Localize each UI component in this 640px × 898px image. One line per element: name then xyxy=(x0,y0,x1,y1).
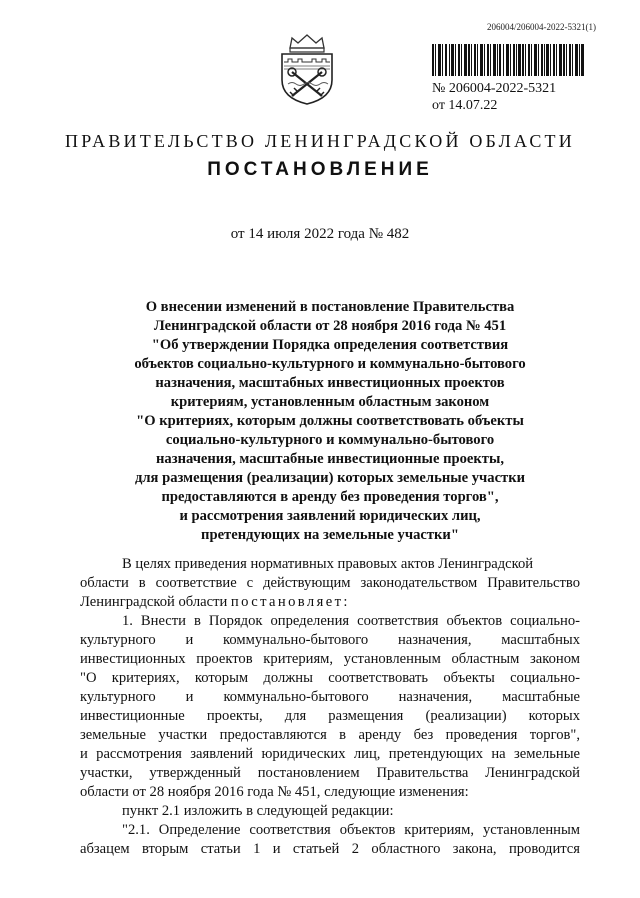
body-line: области в соответствие с действующим законодательством Правительство xyxy=(80,575,580,591)
body-text: Ленинградской области xyxy=(80,594,228,610)
heading-line: социально-культурного и коммунально-бытового xyxy=(165,432,495,448)
heading-line: критериям, установленным областным законом xyxy=(170,394,490,410)
coat-of-arms-emblem xyxy=(276,32,338,106)
registration-barcode xyxy=(432,44,584,76)
registration-number: № 206004-2022-5321 xyxy=(432,81,557,96)
body-line: и рассмотрения заявлений юридических лиц, претендующих на земельные xyxy=(80,746,580,762)
document-date-number: от 14 июля 2022 года № 482 xyxy=(230,226,410,242)
registration-corner-code: 206004/206004-2022-5321(1) xyxy=(487,22,596,32)
body-line: "О критериях, которым должны соответствовать объекты социально- xyxy=(80,670,580,686)
body-line: земельные участки предоставляются в аренду без проведения торгов", xyxy=(80,727,580,743)
heading-line: предоставляются в аренду без проведения торгов", xyxy=(161,489,499,505)
document-heading xyxy=(92,298,568,545)
heading-line: объектов социально-культурного и коммунально-бытового xyxy=(134,356,526,372)
heading-line: Ленинградской области от 28 ноября 2016 года № 451 xyxy=(153,318,507,334)
heading-line: "Об утверждении Порядка определения соответствия xyxy=(151,337,509,353)
heading-line: для размещения (реализации) которых земельные участки xyxy=(134,470,526,486)
body-line xyxy=(80,593,580,612)
government-title: ПРАВИТЕЛЬСТВО ЛЕНИНГРАДСКОЙ ОБЛАСТИ xyxy=(65,131,575,151)
heading-line: претендующих на земельные участки" xyxy=(201,527,459,543)
body-line: участки, утвержденный постановлением Правительства Ленинградской xyxy=(80,765,580,781)
body-line: инвестиционные проекты, для размещения (реализации) которых xyxy=(80,708,580,724)
body-line: культурного и коммунально-бытового назначения, масштабные xyxy=(80,689,580,705)
registration-number-block xyxy=(432,80,556,114)
body-line: пункт 2.1 изложить в следующей редакции: xyxy=(122,803,394,819)
heading-line: назначения, масштабных инвестиционных проектов xyxy=(155,375,505,391)
body-line: 1. Внести в Порядок определения соответствия объектов социально- xyxy=(122,613,580,629)
body-line: инвестиционных проектов критериям, установленным областным законом xyxy=(80,651,580,667)
heading-line: "О критериях, которым должны соответствовать объекты xyxy=(136,413,524,429)
heading-line: и рассмотрения заявлений юридических лиц, xyxy=(179,508,481,524)
body-line: абзацем вторым статьи 1 и статьей 2 областного закона, проводится xyxy=(80,841,580,857)
heading-line: назначения, масштабные инвестиционные проекты, xyxy=(156,451,504,467)
document-type: ПОСТАНОВЛЕНИЕ xyxy=(207,159,433,180)
body-line: В целях приведения нормативных правовых актов Ленинградской xyxy=(122,556,534,572)
registration-date: от 14.07.22 xyxy=(432,98,498,113)
heading-line: О внесении изменений в постановление Правительства xyxy=(145,299,515,315)
body-text-spaced: постановляет: xyxy=(230,594,350,610)
body-line: области от 28 ноября 2016 года № 451, следующие изменения: xyxy=(80,784,469,800)
document-body xyxy=(80,555,580,859)
body-line: культурного и коммунально-бытового назначения, масштабных xyxy=(80,632,580,648)
body-line: "2.1. Определение соответствия объектов критериям, установленным xyxy=(122,822,580,838)
